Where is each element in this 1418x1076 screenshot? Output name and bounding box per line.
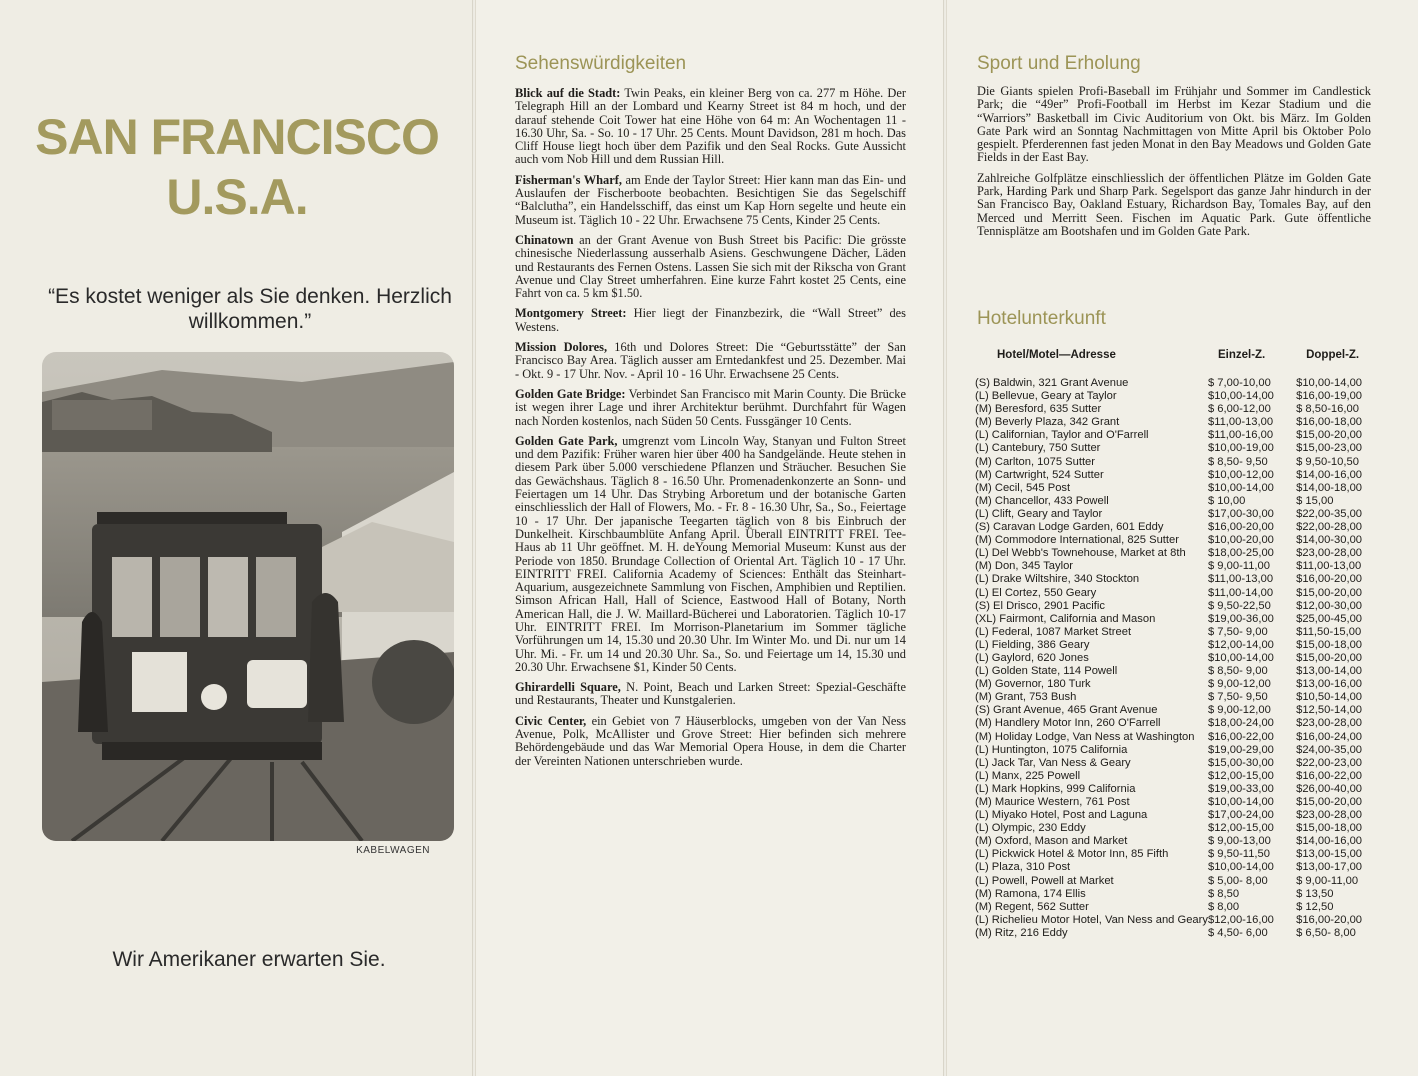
price-single: $12,00-16,00	[1207, 913, 1274, 926]
table-row	[975, 848, 1375, 861]
table-row	[975, 665, 1375, 678]
price-double: $14,00-30,00	[1296, 534, 1363, 547]
price-single: $ 7,50- 9,50	[1207, 691, 1268, 704]
table-row	[975, 796, 1375, 809]
table-row	[975, 390, 1375, 403]
sight-text: am Ende der Taylor Street: Hier kann man das Ein- und Auslaufen der Fischerboote beobachten. Besichtigen Sie das Segelschiff “Balclutha”, ein Handelsschiff, das einst um Kap Horn segelte und heute ein Museum ist. Täglich 10 - 22 Uhr. Erwachsene 75 Cents, Kinder 25 Cents.	[515, 172, 906, 227]
hotel-name: (L) Californian, Taylor and O'Farrell	[975, 429, 1149, 442]
price-double: $22,00-28,00	[1296, 521, 1363, 534]
table-row	[975, 757, 1375, 770]
hotel-name: (S) Baldwin, 321 Grant Avenue	[975, 377, 1129, 389]
price-double: $13,00-16,00	[1296, 678, 1363, 691]
sport-paragraph: Zahlreiche Golfplätze einschliesslich der öffentlichen Plätze im Golden Gate Park, Harding Park und Sharp Park. Segelsport das ganze Jahr hindurch in der San Francisco Bay, Oakland Estuary, Richardson Bay, Tomales Bay, auf den Merced und Merritt Seen. Fischen im Aquatic Park. Gute öffentliche Tennisplätze am Bootshafen und im Golden Gate Park.	[977, 170, 1371, 238]
table-row	[975, 927, 1375, 940]
table-row	[975, 678, 1375, 691]
price-double: $16,00-18,00	[1296, 416, 1363, 429]
hotel-rows	[975, 377, 1375, 940]
hotel-name: (M) Holiday Lodge, Van Ness at Washington	[975, 730, 1195, 743]
cable-car-photo	[42, 352, 454, 841]
price-double: $23,00-28,00	[1296, 809, 1363, 822]
price-double: $13,00-15,00	[1296, 848, 1363, 861]
price-double: $11,00-13,00	[1296, 560, 1362, 573]
hotel-name: (M) Ritz, 216 Eddy	[975, 926, 1068, 939]
price-single: $10,00-14,00	[1207, 861, 1274, 874]
table-row	[975, 901, 1375, 914]
price-double: $15,00-23,00	[1296, 442, 1363, 455]
price-single: $16,00-20,00	[1207, 521, 1274, 534]
cover-panel	[0, 0, 474, 1076]
table-row	[975, 508, 1375, 521]
price-single: $11,00-14,00	[1207, 586, 1274, 599]
price-single: $15,00-30,00	[1207, 756, 1274, 769]
table-row	[975, 783, 1375, 796]
price-double: $ 13,50	[1296, 887, 1334, 900]
hotel-name: (L) Plaza, 310 Post	[975, 861, 1071, 874]
sport-text	[977, 85, 1371, 245]
table-row	[975, 573, 1375, 586]
price-double: $23,00-28,00	[1296, 717, 1363, 730]
price-single: $10,00-14,00	[1207, 390, 1274, 403]
hotel-name: (L) Pickwick Hotel & Motor Inn, 85 Fifth	[975, 848, 1169, 861]
price-single: $ 7,50- 9,00	[1207, 625, 1268, 638]
sight-entry	[515, 174, 906, 227]
sight-entry	[515, 435, 906, 674]
table-row	[975, 822, 1375, 835]
table-row	[975, 377, 1375, 390]
col-header-single: Einzel-Z.	[1217, 348, 1266, 361]
sight-text: N. Point, Beach und Larken Street: Spezial-Geschäfte und Restaurants, Theater und Kunstgalerien.	[515, 680, 906, 708]
price-double: $ 6,50- 8,00	[1296, 926, 1356, 939]
hotel-name: (M) Ramona, 174 Ellis	[975, 887, 1086, 900]
price-single: $18,00-24,00	[1207, 717, 1274, 730]
price-single: $12,00-15,00	[1207, 769, 1274, 782]
hotel-name: (XL) Fairmont, California and Mason	[975, 612, 1156, 625]
price-double: $25,00-45,00	[1296, 612, 1363, 625]
price-double: $12,50-14,00	[1296, 704, 1363, 717]
sight-entry	[515, 388, 906, 428]
sight-entry	[515, 307, 906, 334]
price-double: $14,00-16,00	[1296, 835, 1363, 848]
table-row	[975, 731, 1375, 744]
table-row	[975, 914, 1375, 927]
price-single: $ 9,50-11,50	[1207, 848, 1270, 861]
table-row	[975, 482, 1375, 495]
sight-name: Civic Center,	[515, 713, 587, 728]
price-double: $16,00-19,00	[1296, 390, 1363, 403]
sight-entry	[515, 87, 906, 167]
price-single: $17,00-30,00	[1207, 507, 1274, 520]
sight-name: Blick auf die Stadt:	[515, 86, 621, 100]
hotel-name: (M) Carlton, 1075 Sutter	[975, 455, 1096, 468]
price-single: $19,00-36,00	[1207, 612, 1274, 625]
table-row	[975, 403, 1375, 416]
table-row	[975, 809, 1375, 822]
hotel-name: (L) Richelieu Motor Hotel, Van Ness and Geary	[975, 913, 1208, 926]
sport-paragraph: Die Giants spielen Profi-Baseball im Frühjahr und Sommer im Candlestick Park; die “49er” Profi-Football im Herbst im Kezar Stadium und die “Warriors” Basketball im Civic Auditorium von Okt. bis März. Im Golden Gate Park wird an Sonntag Nachmittagen von Mitte April bis Oktober Polo gespielt. Pferderennen fast jeden Monat in den Bay Meadows und Golden Gate Fields in der East Bay.	[977, 84, 1371, 165]
price-single: $12,00-15,00	[1207, 822, 1274, 835]
table-row	[975, 626, 1375, 639]
table-row	[975, 717, 1375, 730]
table-row	[975, 835, 1375, 848]
sight-entry	[515, 715, 906, 768]
sight-name: Fisherman's Wharf,	[515, 172, 622, 187]
hotel-name: (L) Huntington, 1075 California	[975, 743, 1128, 756]
price-double: $22,00-35,00	[1296, 507, 1363, 520]
price-single: $ 9,00-12,00	[1207, 704, 1271, 717]
hotel-name: (L) Powell, Powell at Market	[975, 874, 1114, 887]
table-row	[975, 600, 1375, 613]
price-double: $ 8,50-16,00	[1296, 403, 1359, 416]
hotel-name: (L) Del Webb's Townehouse, Market at 8th	[975, 547, 1186, 560]
price-double: $ 15,00	[1296, 494, 1334, 507]
sight-entry	[515, 234, 906, 300]
hotel-name: (L) Gaylord, 620 Jones	[975, 651, 1089, 664]
sight-text: an der Grant Avenue von Bush Street bis Pacific: Die grösste chinesische Niederlassung ausserhalb Asiens. Geschwungene Dächer, Läden und Restaurants des Fernen Ostens. Lassen Sie sich mit der Rikscha von Grant Avenue und Clay Street umherfahren. Eine kurze Fahrt kostet 25 Cents, eine Fahrt von ca. 5 km $1.50.	[515, 232, 906, 301]
table-row	[975, 744, 1375, 757]
price-double: $14,00-18,00	[1296, 481, 1363, 494]
price-double: $15,00-18,00	[1296, 822, 1363, 835]
table-row	[975, 456, 1375, 469]
price-double: $15,00-20,00	[1296, 429, 1363, 442]
table-row	[975, 495, 1375, 508]
price-single: $10,00-19,00	[1207, 442, 1274, 455]
table-row	[975, 652, 1375, 665]
price-double: $23,00-28,00	[1296, 547, 1363, 560]
sights-list	[515, 87, 906, 775]
price-single: $ 8,00	[1207, 900, 1240, 913]
price-single: $ 7,00-10,00	[1207, 377, 1271, 389]
sport-heading: Sport und Erholung	[977, 53, 1141, 74]
hotel-name: (S) Grant Avenue, 465 Grant Avenue	[975, 704, 1158, 717]
hotel-heading: Hotelunterkunft	[977, 308, 1106, 329]
table-row	[975, 861, 1375, 874]
price-single: $10,00-14,00	[1207, 481, 1274, 494]
price-double: $13,00-14,00	[1296, 665, 1363, 678]
price-single: $11,00-16,00	[1207, 429, 1274, 442]
col-header-name: Hotel/Motel—Adresse	[997, 348, 1116, 361]
hotel-name: (L) Bellevue, Geary at Taylor	[975, 390, 1117, 403]
title-line-2: U.S.A.	[166, 169, 308, 225]
price-single: $10,00-20,00	[1207, 534, 1274, 547]
hotel-name: (L) Miyako Hotel, Post and Laguna	[975, 809, 1148, 822]
sight-name: Montgomery Street:	[515, 306, 627, 321]
table-row	[975, 770, 1375, 783]
hotel-name: (L) Fielding, 386 Geary	[975, 638, 1090, 651]
price-single: $ 8,50- 9,00	[1207, 665, 1268, 678]
hotel-name: (L) Drake Wiltshire, 340 Stockton	[975, 573, 1140, 586]
price-single: $19,00-33,00	[1207, 782, 1274, 795]
price-single: $10,00-12,00	[1207, 468, 1274, 481]
price-double: $15,00-18,00	[1296, 638, 1363, 651]
hotel-name: (M) Cecil, 545 Post	[975, 481, 1071, 494]
price-double: $16,00-20,00	[1296, 913, 1363, 926]
hotel-name: (L) Golden State, 114 Powell	[975, 665, 1118, 678]
hotel-name: (M) Handlery Motor Inn, 260 O'Farrell	[975, 717, 1161, 730]
hotel-name: (M) Oxford, Mason and Market	[975, 835, 1128, 848]
title-line-1: SAN FRANCISCO	[35, 109, 439, 165]
table-row	[975, 704, 1375, 717]
hotel-name: (L) Cantebury, 750 Sutter	[975, 442, 1101, 455]
price-single: $ 10,00	[1207, 494, 1246, 507]
price-double: $15,00-20,00	[1296, 796, 1363, 808]
sights-heading: Sehenswürdigkeiten	[515, 53, 687, 74]
price-single: $11,00-13,00	[1207, 573, 1274, 586]
sight-name: Chinatown	[515, 232, 574, 247]
price-double: $10,50-14,00	[1296, 691, 1363, 704]
price-double: $15,00-20,00	[1296, 586, 1363, 599]
hotel-name: (M) Governor, 180 Turk	[975, 678, 1091, 691]
table-row	[975, 888, 1375, 901]
hotel-name: (M) Beresford, 635 Sutter	[975, 403, 1102, 416]
sight-text: 16th und Dolores Street: Die “Geburtsstätte” der San Francisco Bay Area. Täglich ausser am Erntedankfest und 25. Dezember. Mai - Okt. 9 - 17 Uhr. Nov. - April 10 - 16 Uhr. Erwachsene 25 Cents.	[515, 340, 906, 381]
price-single: $ 9,00-12,00	[1207, 678, 1271, 691]
cover-quote: “Es kostet weniger als Sie denken. Herzlich willkommen.”	[48, 285, 452, 333]
hotel-name: (M) Beverly Plaza, 342 Grant	[975, 416, 1120, 429]
price-double: $ 9,50-10,50	[1296, 455, 1359, 468]
hotel-name: (M) Cartwright, 524 Sutter	[975, 468, 1104, 481]
price-single: $16,00-22,00	[1207, 730, 1274, 743]
price-double: $16,00-22,00	[1296, 769, 1363, 782]
photo-caption: KABELWAGEN	[356, 845, 430, 856]
table-row	[975, 691, 1375, 704]
hotel-name: (L) Manx, 225 Powell	[975, 769, 1081, 782]
price-single: $11,00-13,00	[1207, 416, 1274, 429]
table-row	[975, 534, 1375, 547]
price-single: $18,00-25,00	[1207, 547, 1274, 560]
table-row	[975, 429, 1375, 442]
hotel-name: (L) Clift, Geary and Taylor	[975, 507, 1103, 520]
hotel-table-header	[975, 348, 1375, 377]
price-single: $ 4,50- 6,00	[1207, 926, 1268, 939]
sight-text: umgrenzt vom Lincoln Way, Stanyan und Fulton Street und dem Pazifik: Früher waren hier über 400 ha Sandgelände. Heute stehen in diesem Park über 5.000 verschiedene Pflanzen und Sträucher. Besuchen Sie das Gewächshaus. Täglich 8 - 16.50 Uhr. Promenadenkonzerte an Sonn- und Feiertagen um 14 Uhr. Das Strybing Arboretum und der botanische Garten einschliesslich der Hall of Flowers, Mo. - Fr. 8 - 16.30 Uhr, Sa., So., Feiertage 10 - 17 Uhr. Der japanische Teegarten täglich von 8 bis Einbruch der Dunkelheit. Kirschbaumblüte Anfang April. Überall EINTRITT FREI. Tee-Haus ab 11 Uhr geöffnet. M. H. deYoung Memorial Museum: Kunst aus der Periode von 1850. Brundage Collection of Oriental Art. Täglich 10 - 17 Uhr. EINTRITT FREI. California Academy of Sciences: Enthält das Steinhart-Aquarium, ausgezeichnete Sammlung von Fischen, Amphibien und Reptilien. Simson African Hall, Hall of Science, Eastwood Hall of Botany, North American Hall, die J. W. Maillard-Bücherei und Laboratorien. Täglich 10-17 Uhr. EINTRITT FREI. Im Morrison-Planetarium im Sommer tägliche Vorführungen um 14, 15.30 und 20.30 Uhr. Im Winter Mo. und Di. nur um 14 Uhr. Mi. - Fr. um 14 und 20.30 Uhr. Sa., So. und Feiertage um 14, 15.30 und 20.30 Uhr. Erwachsene $1, Kinder 50 Cents.	[515, 433, 906, 674]
price-double: $16,00-20,00	[1296, 573, 1363, 586]
price-single: $ 5,00- 8,00	[1207, 874, 1268, 887]
sight-name: Golden Gate Bridge:	[515, 386, 626, 401]
sight-text: Twin Peaks, ein kleiner Berg von ca. 277 m Höhe. Der Telegraph Hill an der Lombard und Kearny Street ist 84 m hoch, und der darauf stehende Coit Tower hat eine Höhe von 64 m: An Wochentagen 11 - 16.30 Uhr, Sa. - So. 10 - 17 Uhr. 25 Cents. Mount Davidson, 281 m hoch. Das Cliff House liegt hoch über dem Pazifik und den Seal Rocks. Gute Aussicht auch vom Nob Hill und dem Russian Hill.	[515, 86, 906, 167]
sight-name: Ghirardelli Square,	[515, 680, 621, 695]
cover-closing: Wir Amerikaner erwarten Sie.	[112, 948, 386, 971]
price-single: $10,00-14,00	[1207, 651, 1274, 664]
price-double: $ 9,00-11,00	[1296, 874, 1359, 887]
price-single: $10,00-14,00	[1207, 796, 1274, 808]
col-header-double: Doppel-Z.	[1306, 348, 1360, 361]
price-double: $26,00-40,00	[1296, 782, 1363, 795]
hotel-name: (M) Maurice Western, 761 Post	[975, 796, 1130, 808]
price-double: $24,00-35,00	[1296, 743, 1363, 756]
price-double: $10,00-14,00	[1296, 377, 1363, 389]
hotel-name: (M) Grant, 753 Bush	[975, 691, 1077, 704]
table-row	[975, 613, 1375, 626]
table-row	[975, 547, 1375, 560]
price-double: $16,00-24,00	[1296, 730, 1363, 743]
table-row	[975, 442, 1375, 455]
price-double: $15,00-20,00	[1296, 651, 1363, 664]
price-single: $17,00-24,00	[1207, 809, 1274, 822]
hotel-table	[975, 348, 1375, 940]
hotel-name: (S) El Drisco, 2901 Pacific	[975, 599, 1105, 612]
price-double: $11,50-15,00	[1296, 625, 1362, 638]
price-double: $ 12,50	[1296, 900, 1334, 913]
table-row	[975, 560, 1375, 573]
hotel-name: (S) Caravan Lodge Garden, 601 Eddy	[975, 521, 1164, 534]
price-double: $14,00-16,00	[1296, 468, 1363, 481]
hotel-name: (M) Chancellor, 433 Powell	[975, 494, 1109, 507]
hotel-name: (L) Mark Hopkins, 999 California	[975, 782, 1136, 795]
table-row	[975, 416, 1375, 429]
price-single: $ 9,50-22,50	[1207, 599, 1271, 612]
sight-text: Hier liegt der Finanzbezirk, die “Wall Street” des Westens.	[515, 306, 906, 334]
hotel-name: (L) Olympic, 230 Eddy	[975, 822, 1086, 835]
price-single: $ 9,00-13,00	[1207, 835, 1271, 848]
hotel-name: (M) Commodore International, 825 Sutter	[975, 534, 1179, 547]
table-row	[975, 639, 1375, 652]
price-single: $ 9,00-11,00	[1207, 560, 1270, 573]
sight-text: ein Gebiet von 7 Häuserblocks, umgeben von der Van Ness Avenue, Polk, McAllister und Grove Street: Hier befinden sich mehrere Behördengebäude und das War Memorial Opera House, in dem die Charter der Vereinten Nationen unterschrieben wurde.	[515, 713, 906, 768]
table-row	[975, 521, 1375, 534]
price-single: $19,00-29,00	[1207, 743, 1274, 756]
price-single: $12,00-14,00	[1207, 638, 1274, 651]
sight-entry	[515, 341, 906, 381]
table-row	[975, 469, 1375, 482]
sight-text: Verbindet San Francisco mit Marin County. Die Brücke ist wegen ihrer Lage und ihrer Architektur berühmt. Durchfahrt für Wagen nach Norden kostenlos, nach Süden 50 Cents. Fussgänger 10 Cents.	[515, 386, 906, 428]
hotel-name: (L) El Cortez, 550 Geary	[975, 586, 1097, 599]
hotel-name: (M) Don, 345 Taylor	[975, 560, 1074, 573]
hotel-name: (L) Jack Tar, Van Ness & Geary	[975, 756, 1131, 769]
table-row	[975, 587, 1375, 600]
price-single: $ 8,50	[1207, 887, 1240, 900]
table-row	[975, 875, 1375, 888]
hotel-name: (M) Regent, 562 Sutter	[975, 900, 1089, 913]
price-double: $13,00-17,00	[1296, 861, 1363, 874]
sight-name: Mission Dolores,	[515, 340, 608, 355]
sight-entry	[515, 681, 906, 708]
price-single: $ 6,00-12,00	[1207, 403, 1271, 416]
sight-name: Golden Gate Park,	[515, 433, 618, 448]
price-double: $12,00-30,00	[1296, 599, 1363, 612]
price-double: $22,00-23,00	[1296, 756, 1363, 769]
hotel-name: (L) Federal, 1087 Market Street	[975, 625, 1132, 638]
price-single: $ 8,50- 9,50	[1207, 455, 1268, 468]
